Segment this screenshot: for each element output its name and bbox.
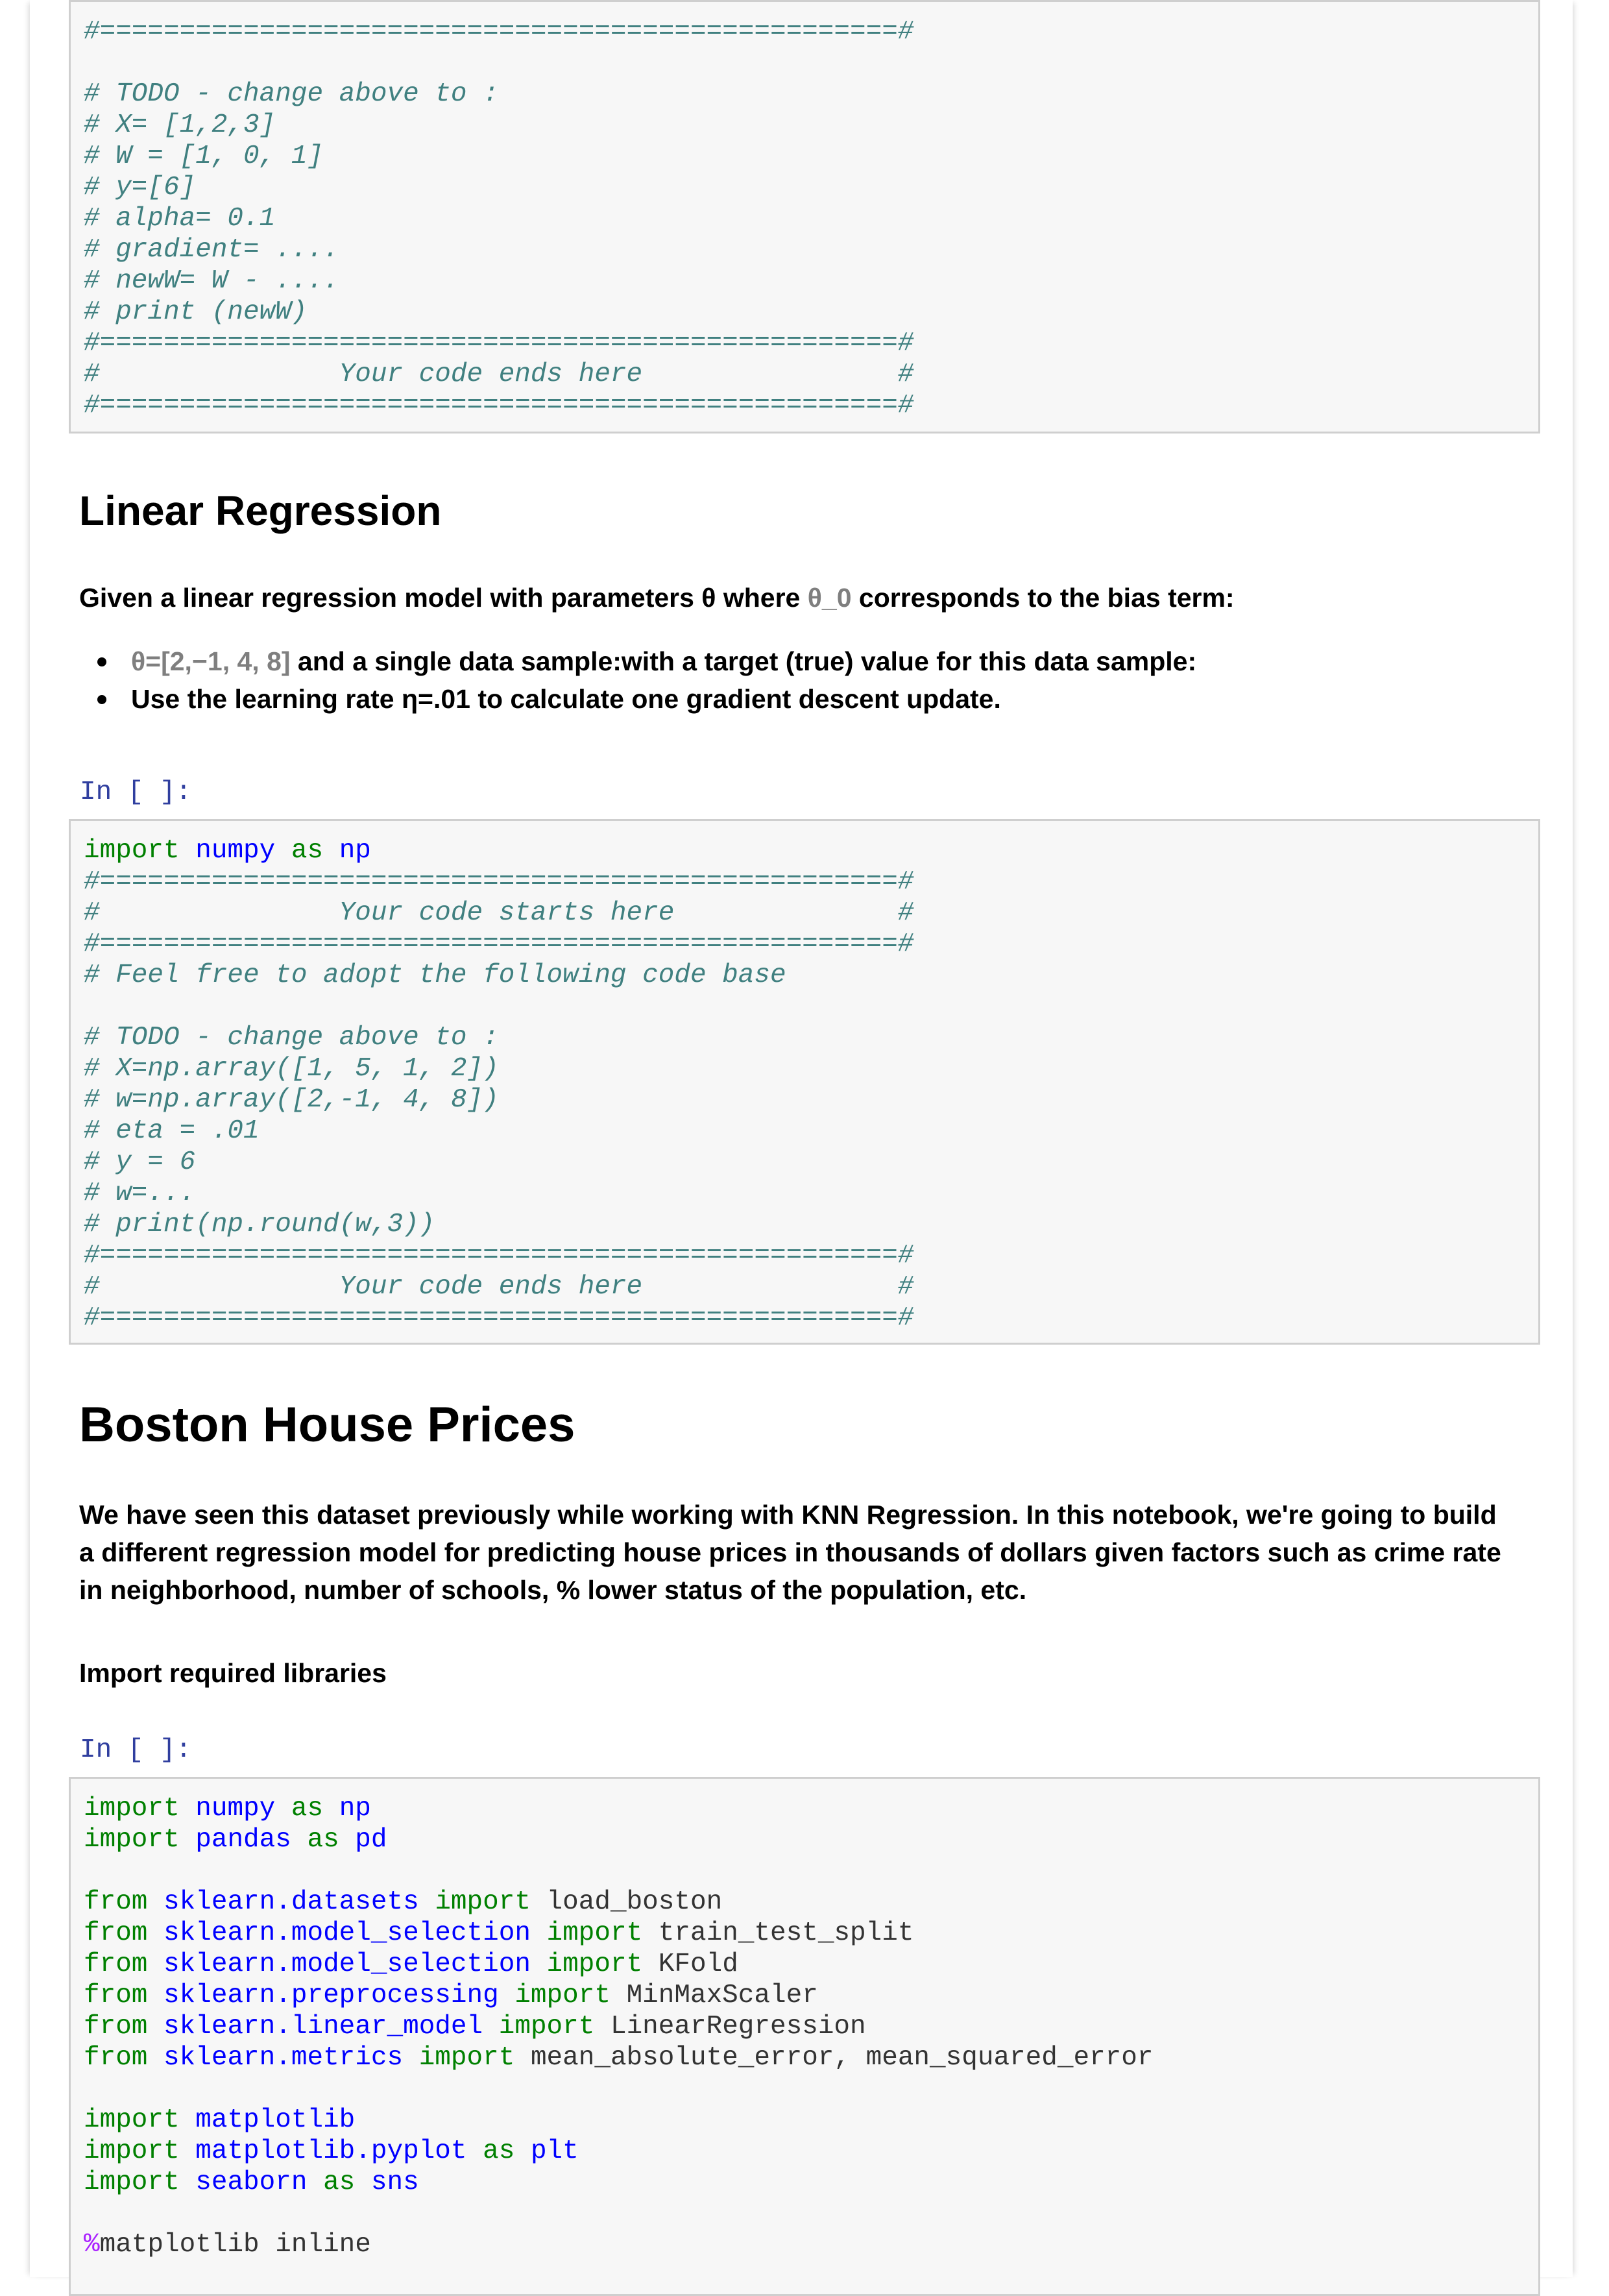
linear-regression-bullets [79,642,1196,718]
code-line: # Feel free to adopt the following code base [84,960,786,990]
code-line: import seaborn as sns [84,2168,419,2197]
code-line: # y = 6 [84,1147,196,1177]
bullet-text: and a single data sample:with a target (true) value for this data sample: [290,646,1197,676]
code-line: import matplotlib.pyplot as plt [84,2136,579,2166]
code-line: #==================================================# [84,17,914,47]
code-cell-1[interactable] [69,0,1540,434]
code-line: from sklearn.linear_model import LinearRegression [84,2012,866,2042]
code-cell-2[interactable] [69,819,1540,1345]
cell-prompt: In [ ]: [80,1735,192,1765]
linear-regression-intro [79,579,1235,617]
code-line: #==================================================# [84,1241,914,1271]
code-line: # Your code ends here # [84,1272,914,1302]
code-line: # eta = .01 [84,1116,260,1146]
code-line: #==================================================# [84,929,914,959]
heading-linear-regression: Linear Regression [79,487,442,534]
code-line: # w=... [84,1179,196,1208]
code-line: #==================================================# [84,328,914,358]
code-line: from sklearn.model_selection import train_test_split [84,1918,914,1948]
boston-paragraph-line: a different regression model for predicting house prices in thousands of dollars given factors such as crime rate [79,1537,1501,1567]
subheading-import-libraries: Import required libraries [79,1658,387,1688]
code-line: # w=np.array([2,-1, 4, 8]) [84,1085,499,1115]
list-item [79,642,1196,680]
boston-paragraph-line: in neighborhood, number of schools, % lower status of the population, etc. [79,1575,1027,1605]
code-line: from sklearn.model_selection import KFold [84,1949,738,1979]
code-line: # W = [1, 0, 1] [84,141,324,171]
code-line: %matplotlib inline [84,2230,371,2260]
code-line: #==================================================# [84,391,914,421]
code-line: # alpha= 0.1 [84,204,276,234]
intro-theta0: θ_0 [807,583,852,613]
code-line: # print(np.round(w,3)) [84,1210,435,1240]
bullet-text: Use the learning rate η=.01 to calculate one gradient descent update. [131,684,1001,714]
code-line: # X= [1,2,3] [84,110,276,140]
list-item [79,680,1196,718]
heading-boston-house-prices: Boston House Prices [79,1397,575,1452]
intro-text-post: corresponds to the bias term: [851,583,1235,613]
code-line: import matplotlib [84,2105,356,2135]
intro-text-pre: Given a linear regression model with parameters θ where [79,583,808,613]
code-line: import pandas as pd [84,1825,387,1855]
theta-values: θ=[2,−1, 4, 8] [131,646,291,676]
code-line: # Your code starts here # [84,898,914,928]
code-line: # TODO - change above to : [84,79,499,109]
cell-prompt: In [ ]: [80,777,192,807]
boston-paragraph-line: We have seen this dataset previously while working with KNN Regression. In this notebook, we're going to build [79,1500,1497,1530]
code-line: from sklearn.metrics import mean_absolute_error, mean_squared_error [84,2043,1154,2073]
code-line: # print (newW) [84,297,308,327]
code-cell-3[interactable] [69,1777,1540,2296]
code-line: # X=np.array([1, 5, 1, 2]) [84,1054,499,1084]
bullet-dot-icon [97,695,106,704]
code-line: # newW= W - .... [84,266,339,296]
code-line: from sklearn.preprocessing import MinMaxScaler [84,1981,818,2010]
code-line: # y=[6] [84,173,196,202]
code-line: import numpy as np [84,1794,371,1824]
code-line: # TODO - change above to : [84,1023,499,1053]
code-line: #==================================================# [84,1303,914,1333]
code-line: # Your code ends here # [84,360,914,389]
code-line: import numpy as np [84,836,371,866]
bullet-dot-icon [97,657,106,666]
code-line: # gradient= .... [84,235,339,265]
code-line: #==================================================# [84,867,914,897]
code-line: from sklearn.datasets import load_boston [84,1887,723,1917]
